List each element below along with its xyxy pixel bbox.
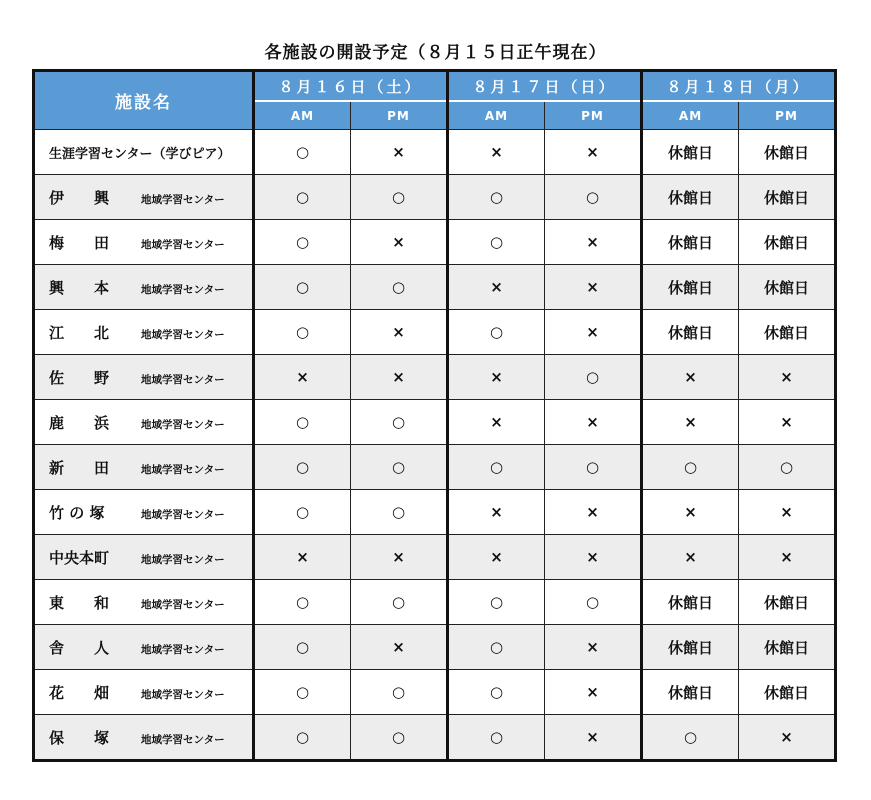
facility-suffix: 地域学習センター (141, 553, 225, 566)
facility-name-cell (34, 625, 254, 670)
header-day-1-am: AM (254, 101, 351, 130)
table-row (34, 445, 836, 490)
status-cell: ○ (351, 400, 448, 445)
status-cell: × (642, 400, 739, 445)
facility-name-cell (34, 715, 254, 761)
status-cell: ○ (254, 130, 351, 175)
facility-suffix: 地域学習センター (141, 688, 225, 701)
status-cell: ○ (254, 220, 351, 265)
status-cell: × (351, 535, 448, 580)
header-day-3: ８月１８日（月） (642, 71, 836, 102)
status-cell: ○ (545, 445, 642, 490)
facility-name-cell (34, 580, 254, 625)
header-day-2-pm: PM (545, 101, 642, 130)
facility-name: 興 本 (49, 278, 110, 297)
status-cell: × (545, 310, 642, 355)
status-cell: × (545, 400, 642, 445)
table-row (34, 310, 836, 355)
facility-name: 舎 人 (49, 638, 110, 657)
status-cell: × (448, 400, 545, 445)
status-cell: 休館日 (739, 220, 836, 265)
status-cell: ○ (448, 715, 545, 761)
table-row (34, 490, 836, 535)
status-cell: × (351, 130, 448, 175)
status-cell: ○ (254, 580, 351, 625)
status-cell: ○ (448, 310, 545, 355)
status-cell: ○ (351, 580, 448, 625)
facility-name: 花 畑 (49, 683, 110, 702)
facility-suffix: 地域学習センター (141, 193, 225, 206)
status-cell: × (642, 490, 739, 535)
table-row (34, 715, 836, 761)
facility-name: 江 北 (49, 323, 110, 342)
status-cell: 休館日 (739, 310, 836, 355)
facility-suffix: 地域学習センター (141, 598, 225, 611)
facility-suffix: 地域学習センター (141, 463, 225, 476)
facility-name-cell (34, 130, 254, 175)
status-cell: ○ (448, 580, 545, 625)
header-day-2-am: AM (448, 101, 545, 130)
status-cell: ○ (254, 175, 351, 220)
status-cell: ○ (351, 445, 448, 490)
status-cell: ○ (351, 715, 448, 761)
status-cell: × (448, 265, 545, 310)
facility-name: 伊 興 (49, 188, 110, 207)
header-row-dates (34, 71, 836, 102)
status-cell: ○ (739, 445, 836, 490)
status-cell: 休館日 (739, 130, 836, 175)
facility-name: 佐 野 (49, 368, 110, 387)
facility-name-cell (34, 490, 254, 535)
status-cell: ○ (254, 445, 351, 490)
status-cell: ○ (351, 265, 448, 310)
status-cell: × (448, 355, 545, 400)
status-cell: 休館日 (642, 670, 739, 715)
facility-name-cell (34, 175, 254, 220)
status-cell: 休館日 (642, 625, 739, 670)
status-cell: 休館日 (642, 130, 739, 175)
schedule-body (34, 130, 836, 761)
status-cell: 休館日 (739, 175, 836, 220)
status-cell: ○ (642, 445, 739, 490)
table-row (34, 355, 836, 400)
table-row (34, 265, 836, 310)
facility-name: 中央本町 (49, 548, 110, 567)
facility-name: 新 田 (49, 458, 110, 477)
status-cell: ○ (448, 175, 545, 220)
facility-name: 竹 の 塚 (49, 503, 105, 522)
status-cell: 休館日 (642, 175, 739, 220)
facility-name-cell (34, 670, 254, 715)
schedule-table (32, 69, 837, 762)
facility-name-cell (34, 355, 254, 400)
status-cell: 休館日 (739, 625, 836, 670)
facility-name-cell (34, 445, 254, 490)
status-cell: ○ (351, 670, 448, 715)
status-cell: × (545, 130, 642, 175)
status-cell: ○ (545, 355, 642, 400)
status-cell: × (351, 220, 448, 265)
header-facility-name: 施設名 (34, 71, 254, 130)
facility-suffix: 地域学習センター (141, 328, 225, 341)
facility-suffix: 地域学習センター (141, 418, 225, 431)
status-cell: × (642, 535, 739, 580)
status-cell: 休館日 (739, 265, 836, 310)
page-title: 各施設の開設予定（８月１５日正午現在） (264, 43, 607, 63)
status-cell: × (545, 535, 642, 580)
status-cell: ○ (545, 580, 642, 625)
status-cell: ○ (351, 490, 448, 535)
status-cell: 休館日 (642, 580, 739, 625)
status-cell: ○ (448, 670, 545, 715)
status-cell: 休館日 (739, 670, 836, 715)
header-day-1: ８月１６日（土） (254, 71, 448, 102)
header-day-1-pm: PM (351, 101, 448, 130)
status-cell: × (254, 355, 351, 400)
status-cell: × (545, 715, 642, 761)
status-cell: × (254, 535, 351, 580)
status-cell: × (545, 670, 642, 715)
status-cell: ○ (254, 625, 351, 670)
status-cell: × (351, 310, 448, 355)
status-cell: × (448, 490, 545, 535)
status-cell: 休館日 (642, 310, 739, 355)
status-cell: ○ (254, 670, 351, 715)
facility-suffix: 地域学習センター (141, 508, 225, 521)
status-cell: × (545, 490, 642, 535)
status-cell: ○ (448, 625, 545, 670)
facility-suffix: 地域学習センター (141, 643, 225, 656)
status-cell: ○ (448, 445, 545, 490)
facility-name: 梅 田 (49, 233, 110, 252)
table-row (34, 625, 836, 670)
table-row (34, 670, 836, 715)
status-cell: 休館日 (642, 220, 739, 265)
table-row (34, 130, 836, 175)
facility-name-cell (34, 535, 254, 580)
header-day-3-am: AM (642, 101, 739, 130)
status-cell: × (545, 220, 642, 265)
status-cell: × (448, 130, 545, 175)
status-cell: ○ (448, 220, 545, 265)
status-cell: ○ (642, 715, 739, 761)
table-row (34, 580, 836, 625)
facility-name-cell (34, 310, 254, 355)
status-cell: × (642, 355, 739, 400)
facility-name: 生涯学習センター（学びピア） (49, 146, 231, 162)
facility-name: 鹿 浜 (49, 413, 110, 432)
status-cell: × (545, 625, 642, 670)
table-row (34, 220, 836, 265)
status-cell: ○ (254, 310, 351, 355)
status-cell: × (739, 490, 836, 535)
facility-suffix: 地域学習センター (141, 283, 225, 296)
status-cell: × (545, 265, 642, 310)
status-cell: ○ (254, 715, 351, 761)
facility-name: 保 塚 (49, 728, 110, 747)
status-cell: × (739, 400, 836, 445)
facility-suffix: 地域学習センター (141, 733, 225, 746)
facility-name: 東 和 (49, 593, 110, 612)
status-cell: ○ (254, 490, 351, 535)
status-cell: ○ (351, 175, 448, 220)
facility-suffix: 地域学習センター (141, 373, 225, 386)
facility-name-cell (34, 400, 254, 445)
header-day-2: ８月１７日（日） (448, 71, 642, 102)
status-cell: × (739, 715, 836, 761)
status-cell: × (351, 625, 448, 670)
status-cell: 休館日 (642, 265, 739, 310)
facility-name-cell (34, 220, 254, 265)
table-row (34, 175, 836, 220)
status-cell: 休館日 (739, 580, 836, 625)
header-day-3-pm: PM (739, 101, 836, 130)
status-cell: × (739, 355, 836, 400)
status-cell: ○ (254, 400, 351, 445)
table-row (34, 535, 836, 580)
facility-suffix: 地域学習センター (141, 238, 225, 251)
status-cell: ○ (545, 175, 642, 220)
status-cell: × (351, 355, 448, 400)
table-row (34, 400, 836, 445)
status-cell: × (739, 535, 836, 580)
facility-name-cell (34, 265, 254, 310)
status-cell: ○ (254, 265, 351, 310)
status-cell: × (448, 535, 545, 580)
